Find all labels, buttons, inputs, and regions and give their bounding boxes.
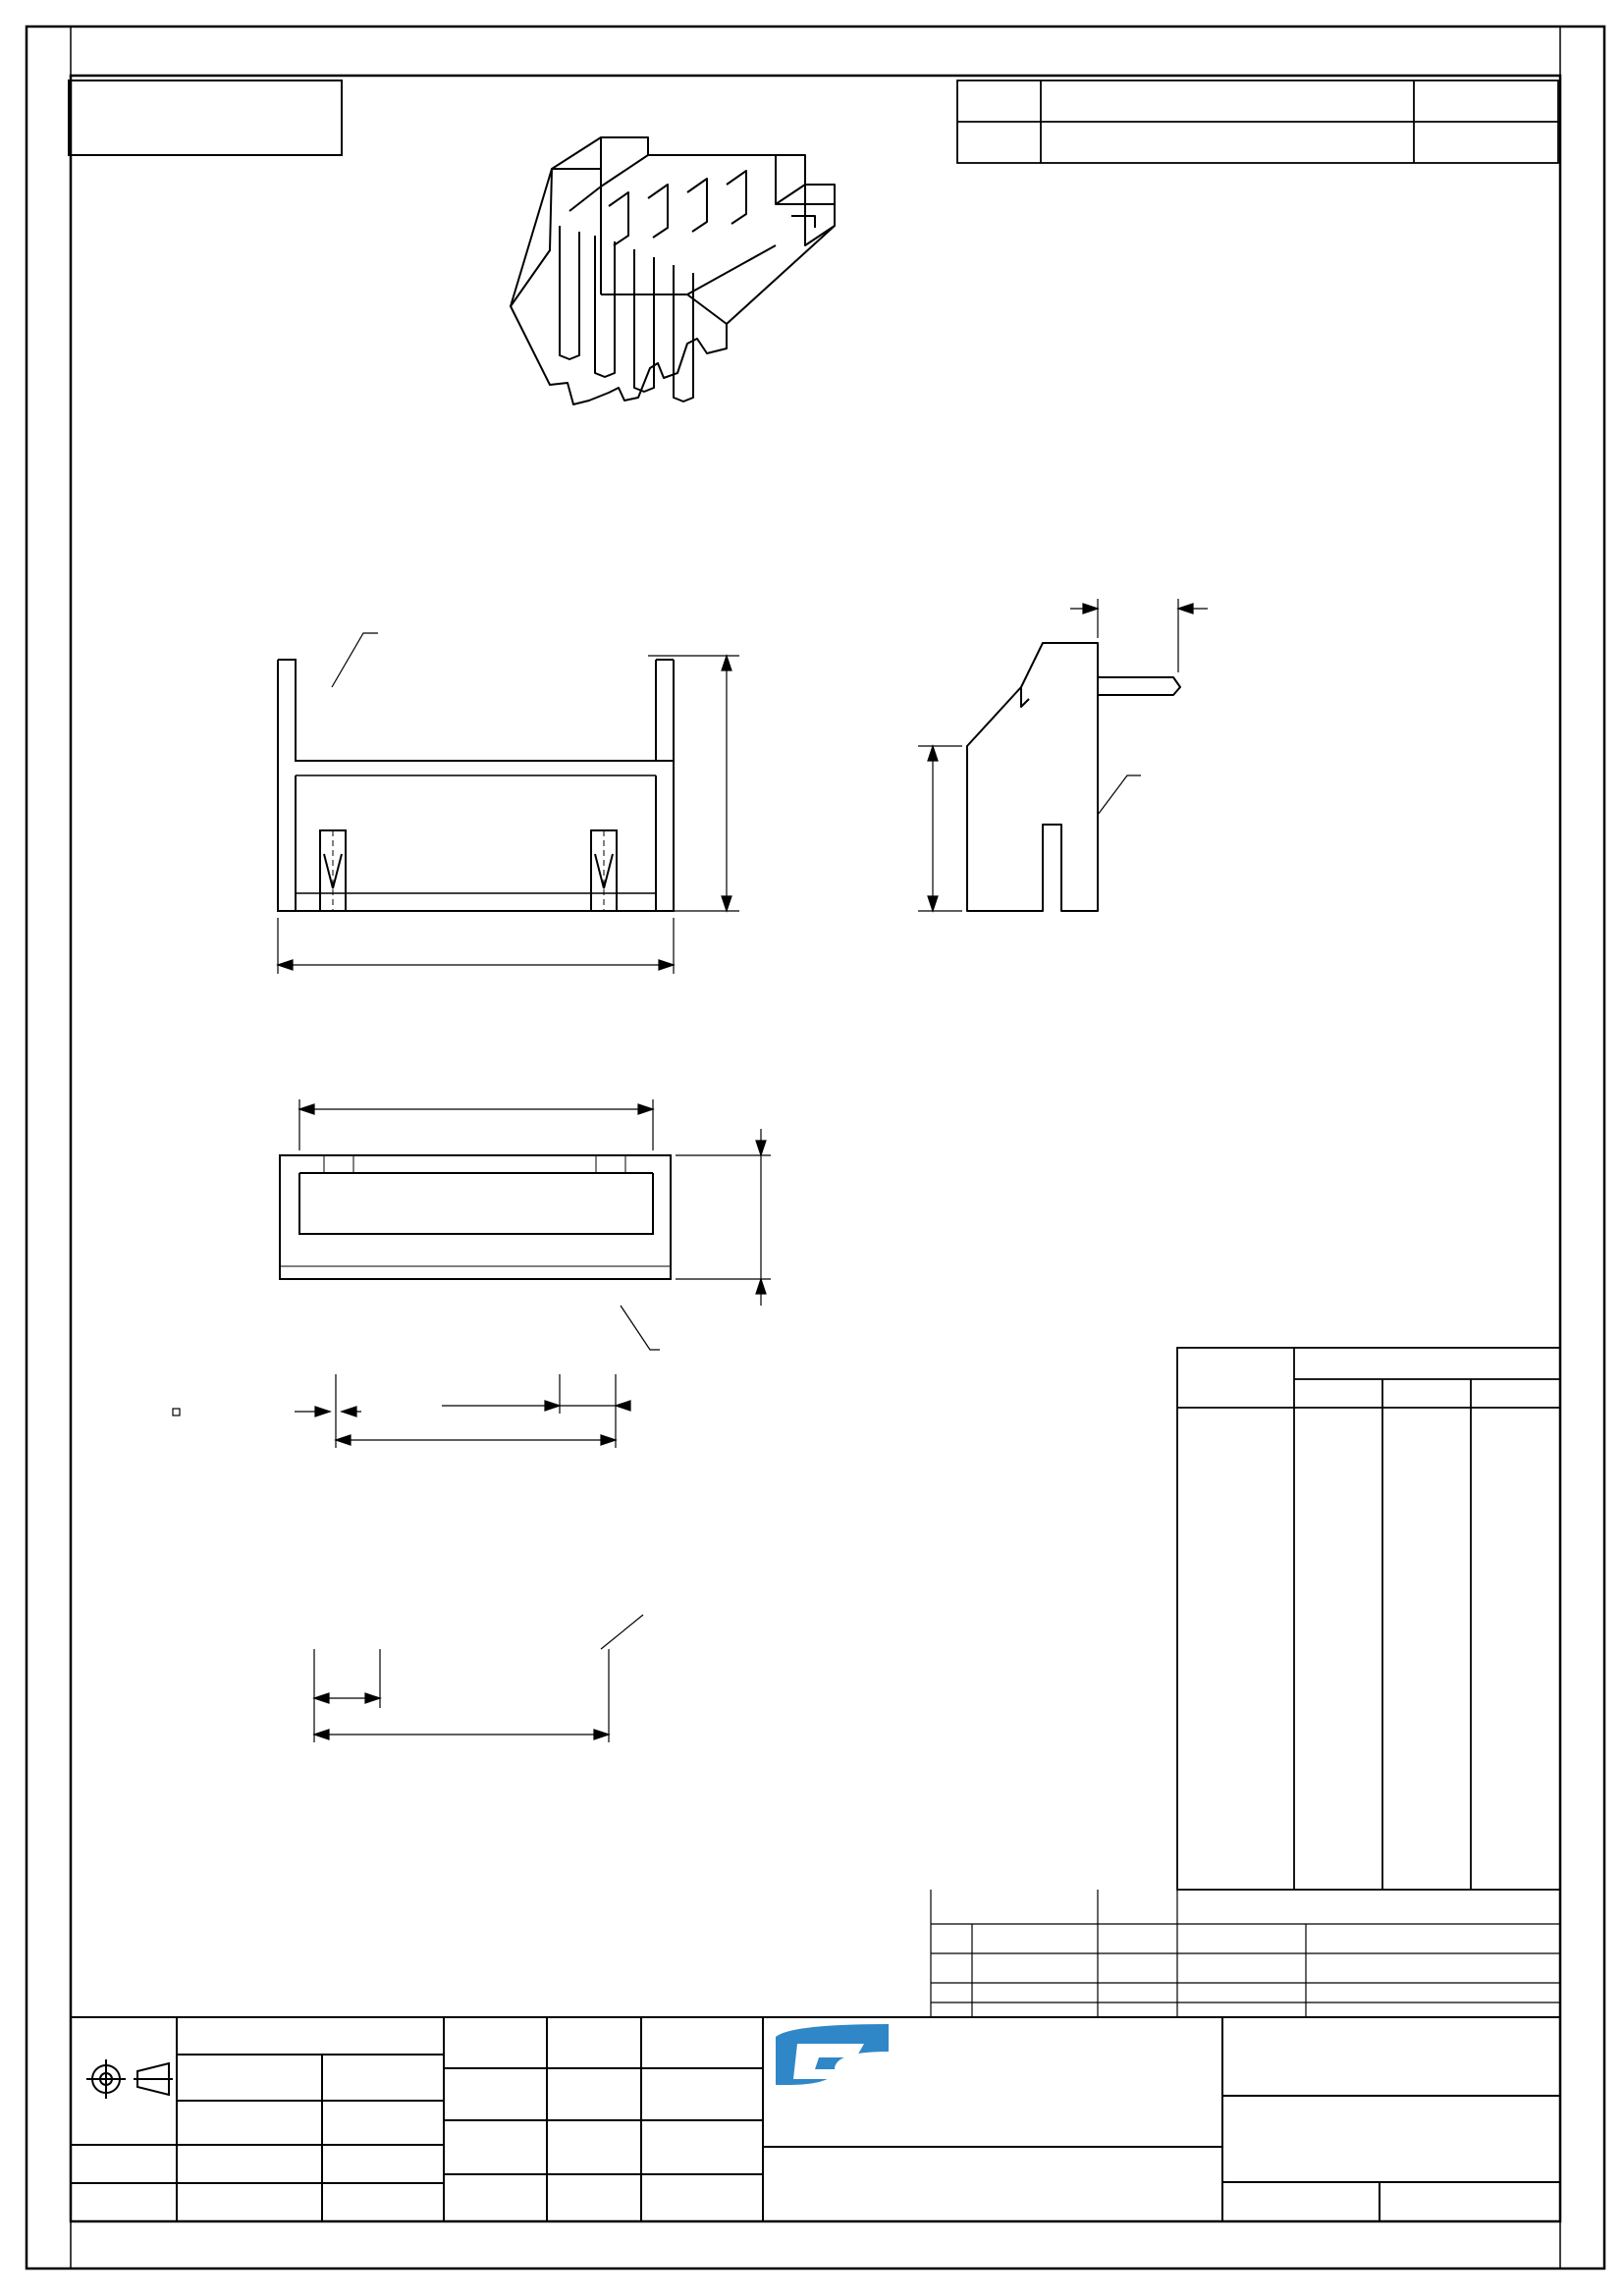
front-view: [278, 660, 674, 911]
bottom-view: [280, 1155, 671, 1279]
side-view: [967, 643, 1180, 911]
front-view-dims: [278, 633, 739, 974]
board-layout-dims: [314, 1615, 643, 1742]
isometric-view: [511, 137, 835, 404]
stamp-box: [69, 80, 342, 155]
projection-symbol-icon: [86, 2059, 173, 2099]
dimensions-table: [1177, 1348, 1560, 1890]
bottom-view-dims: [173, 1099, 771, 1448]
company-logo: [776, 2024, 889, 2085]
side-view-dims: [918, 599, 1208, 911]
revision-table: [957, 80, 1558, 163]
bom-table: [931, 1890, 1560, 2017]
outer-frame: [27, 27, 1604, 2269]
